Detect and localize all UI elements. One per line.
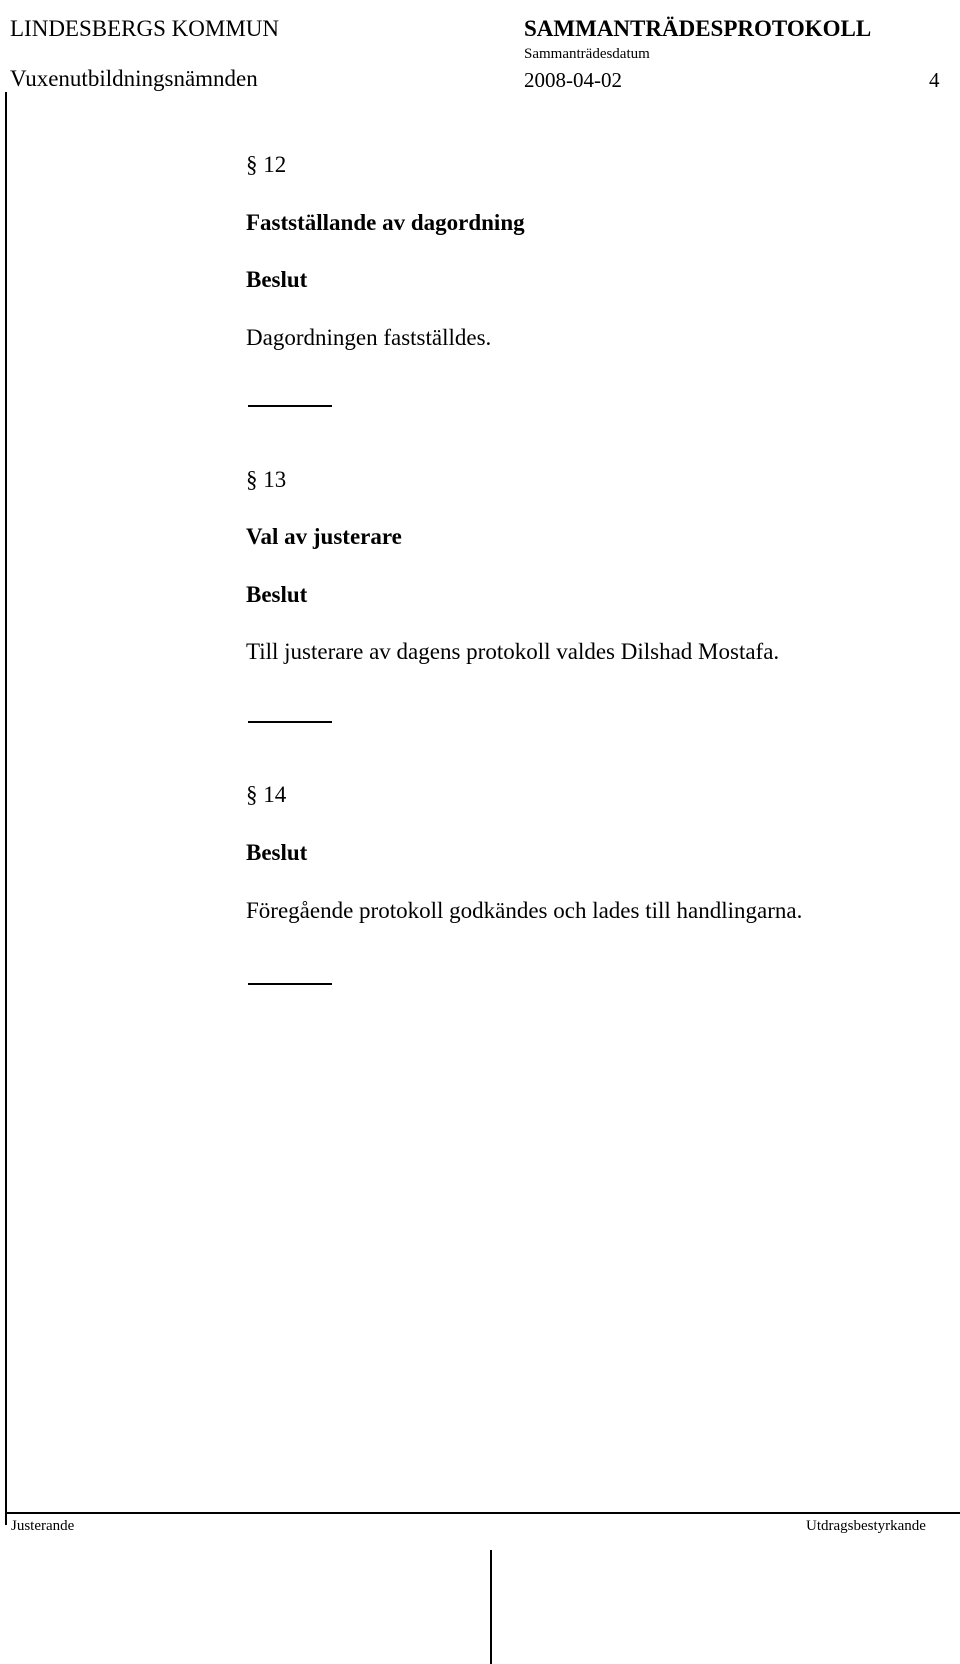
section-12-decision-label: Beslut: [246, 267, 308, 292]
committee-name: Vuxenutbildningsnämnden: [10, 66, 258, 91]
adjuster-signature-label: Justerande: [11, 1518, 75, 1534]
section-13-paragraph-number: § 13: [246, 467, 287, 492]
section-14-paragraph-number: § 14: [246, 782, 287, 807]
section-separator: [248, 405, 332, 407]
section-13-title: Val av justerare: [246, 524, 402, 549]
section-13-decision-label: Beslut: [246, 582, 308, 607]
page-number: 4: [929, 68, 940, 92]
footer-rule: [5, 1512, 960, 1514]
section-13-decision-text: Till justerare av dagens protokoll valdes Dilshad Mostafa.: [246, 639, 780, 664]
section-separator: [248, 721, 332, 723]
section-12-paragraph-number: § 12: [246, 152, 287, 177]
document-type-title: SAMMANTRÄDESPROTOKOLL: [524, 16, 872, 41]
left-margin-rule: [5, 92, 7, 1525]
section-12-title: Fastställande av dagordning: [246, 210, 525, 235]
extract-certifier-label: Utdragsbestyrkande: [806, 1518, 926, 1534]
section-14-decision-label: Beslut: [246, 840, 308, 865]
section-separator: [248, 983, 332, 985]
signature-divider: [490, 1550, 492, 1664]
municipality-name: LINDESBERGS KOMMUN: [10, 16, 279, 41]
section-12-decision-text: Dagordningen fastställdes.: [246, 325, 492, 350]
meeting-date: 2008-04-02: [524, 68, 622, 92]
meeting-date-label: Sammanträdesdatum: [524, 46, 650, 62]
section-14-decision-text: Föregående protokoll godkändes och lades till handlingarna.: [246, 898, 803, 923]
